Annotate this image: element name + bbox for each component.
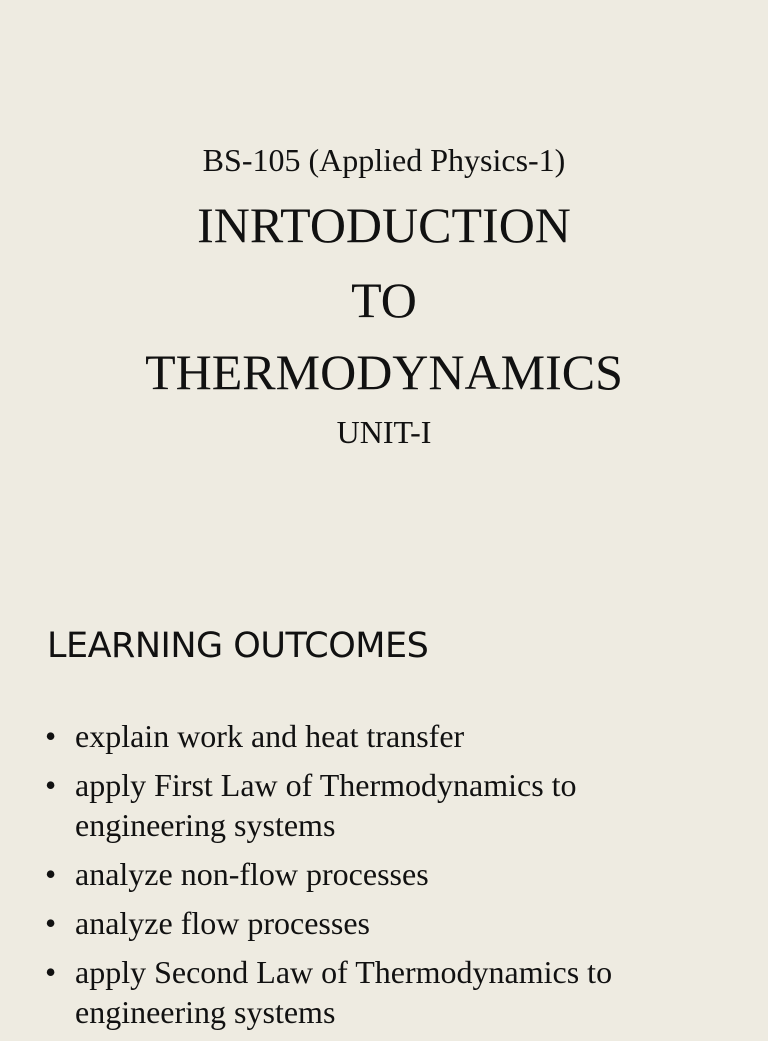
list-item-text: analyze non-flow processes — [75, 856, 429, 892]
list-item — [0, 716, 715, 756]
unit-label: UNIT-I — [336, 414, 432, 450]
list-item — [0, 952, 715, 1032]
bullet-icon: • — [45, 856, 57, 892]
list-item — [0, 903, 715, 943]
bullet-icon: • — [45, 767, 57, 803]
bullet-icon: • — [45, 954, 57, 990]
outcomes-heading: LEARNING OUTCOMES — [47, 626, 429, 666]
list-item-text: apply First Law of Thermodynamics to engineering systems — [75, 767, 577, 843]
outcomes-list — [0, 716, 715, 1041]
list-item — [0, 854, 715, 894]
list-item-text: apply Second Law of Thermodynamics to engineering systems — [75, 954, 613, 1030]
list-item-text: analyze flow processes — [75, 905, 370, 941]
title-line-3: THERMODYNAMICS — [145, 344, 623, 400]
title-line-1: INRTODUCTION — [197, 197, 571, 253]
bullet-icon: • — [45, 905, 57, 941]
learning-outcomes-slide — [0, 580, 768, 1030]
list-item-text: explain work and heat transfer — [75, 718, 465, 754]
bullet-icon: • — [45, 718, 57, 754]
title-line-2: TO — [351, 272, 417, 328]
list-item — [0, 765, 715, 845]
course-code: BS-105 (Applied Physics-1) — [202, 142, 566, 178]
